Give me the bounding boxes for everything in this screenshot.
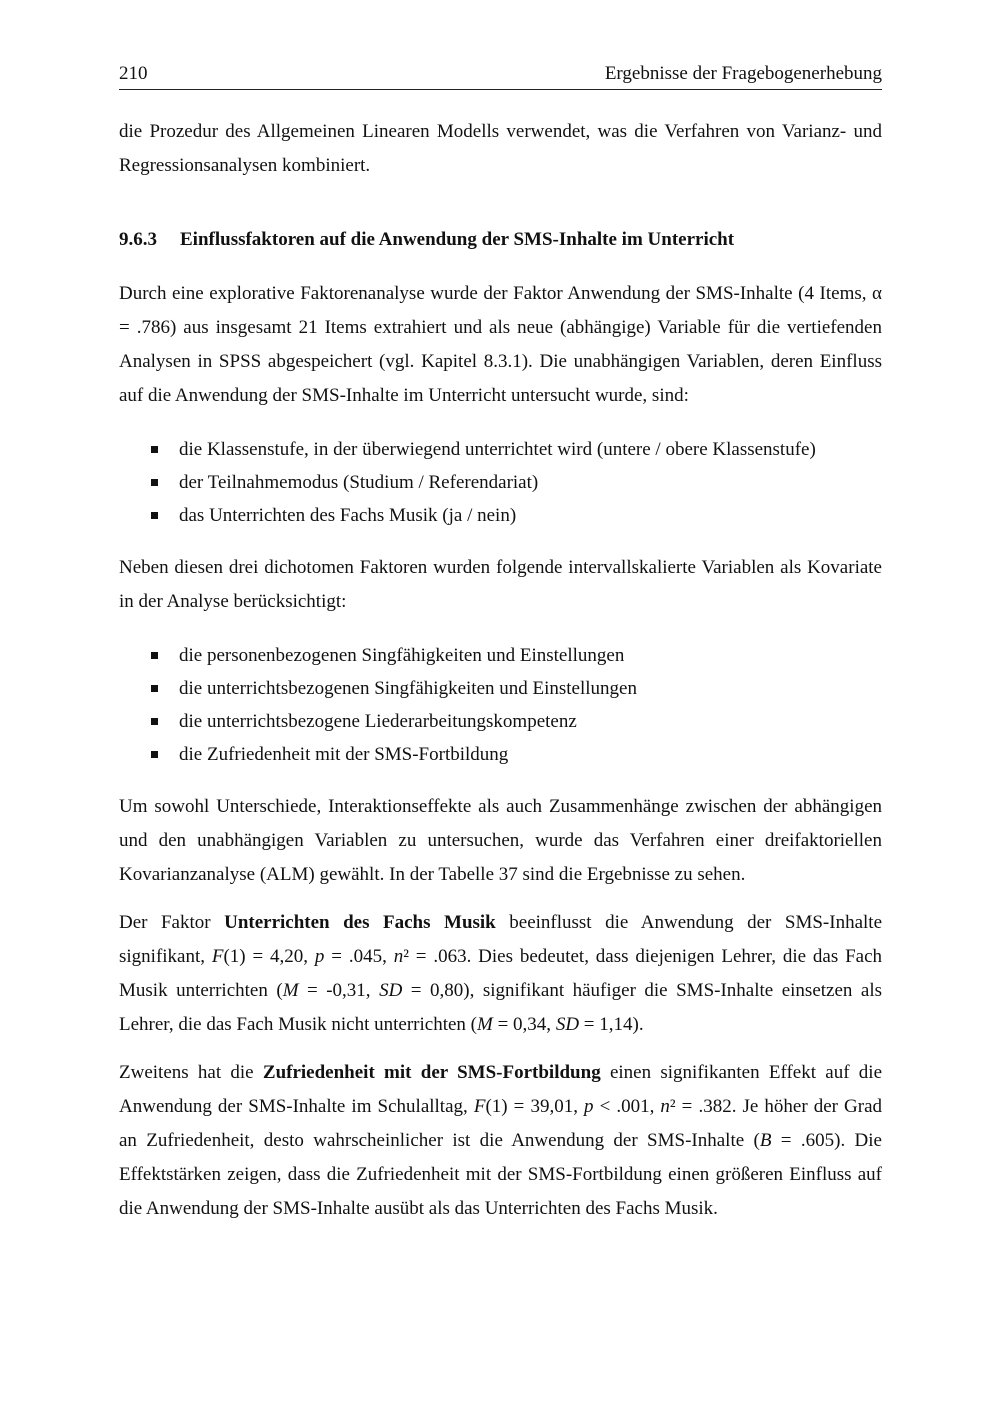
list-item: die Zufriedenheit mit der SMS-Fortbildung bbox=[119, 738, 882, 771]
method-paragraph: Um sowohl Unterschiede, Interaktionseffekte als auch Zusammenhänge zwischen der abhängigen und den unabhängigen Variablen zu untersuchen, wurde das Verfahren einer dreifaktoriellen Kovarianzanalyse (ALM) gewählt. In der Tabelle 37 sind die Ergebnisse zu sehen. bbox=[119, 796, 882, 885]
document-page bbox=[119, 62, 882, 1226]
list-item: der Teilnahmemodus (Studium / Referendariat) bbox=[119, 466, 882, 499]
list-item: die unterrichtsbezogenen Singfähigkeiten und Einstellungen bbox=[119, 672, 882, 705]
section-heading bbox=[119, 223, 882, 257]
list-item: die unterrichtsbezogene Liederarbeitungskompetenz bbox=[119, 705, 882, 738]
page-header bbox=[119, 62, 882, 90]
covariates-list bbox=[119, 639, 882, 771]
intro-paragraph: die Prozedur des Allgemeinen Linearen Modells verwendet, was die Verfahren von Varianz- und Regressionsanalysen kombiniert. bbox=[119, 121, 882, 176]
list-item: die personenbezogenen Singfähigkeiten und Einstellungen bbox=[119, 639, 882, 672]
section-number: 9.6.3 bbox=[119, 229, 157, 250]
covariates-paragraph: Neben diesen drei dichotomen Faktoren wurden folgende intervallskalierte Variablen als Kovariate in der Analyse berücksichtigt: bbox=[119, 557, 882, 612]
satisfaction-paragraph: Zweitens hat die Zufriedenheit mit der SMS-Fortbildung einen signifikanten Effekt auf die Anwendung der SMS-Inhalte im Schulalltag, F(1) = 39,01, p < .001, n² = .382. Je höher der Grad an Zufriedenheit, desto wahrscheinlicher ist die Anwendung der SMS-Inhalte (B = .605). Die Effektstärken zeigen, dass die Zufriedenheit mit der SMS-Fortbildung einen größeren Einfluss auf die Anwendung der SMS-Inhalte ausübt als das Unterrichten des Fachs Musik. bbox=[119, 1062, 883, 1219]
factor-paragraph: Durch eine explorative Faktorenanalyse wurde der Faktor Anwendung der SMS-Inhalte (4 Items, α = .786) aus insgesamt 21 Items extrahiert und als neue (abhängige) Variable für die vertiefenden Analysen in SPSS abgespeichert (vgl. Kapitel 8.3.1). Die unabhängigen Variablen, deren Einfluss auf die Anwendung der SMS-Inhalte im Unterricht untersucht wurde, sind: bbox=[119, 283, 882, 406]
independent-variables-list bbox=[119, 433, 882, 532]
music-paragraph: Der Faktor Unterrichten des Fachs Musik beeinflusst die Anwendung der SMS-Inhalte signifikant, F(1) = 4,20, p = .045, n² = .063. Dies bedeutet, dass diejenigen Lehrer, die das Fach Musik unterrichten (M = -0,31, SD = 0,80), signifikant häufiger die SMS-Inhalte einsetzen als Lehrer, die das Fach Musik nicht unterrichten (M = 0,34, SD = 1,14). bbox=[119, 912, 883, 1035]
list-item: das Unterrichten des Fachs Musik (ja / nein) bbox=[119, 499, 882, 532]
section-title: Einflussfaktoren auf die Anwendung der SMS-Inhalte im Unterricht bbox=[180, 229, 735, 250]
factor-name-music: Unterrichten des Fachs Musik bbox=[224, 912, 496, 933]
page-number: 210 bbox=[119, 63, 148, 84]
running-title: Ergebnisse der Fragebogenerhebung bbox=[604, 63, 882, 84]
list-item: die Klassenstufe, in der überwiegend unterrichtet wird (untere / obere Klassenstufe) bbox=[119, 433, 882, 466]
factor-name-satisfaction: Zufriedenheit mit der SMS-Fortbildung bbox=[262, 1062, 601, 1083]
